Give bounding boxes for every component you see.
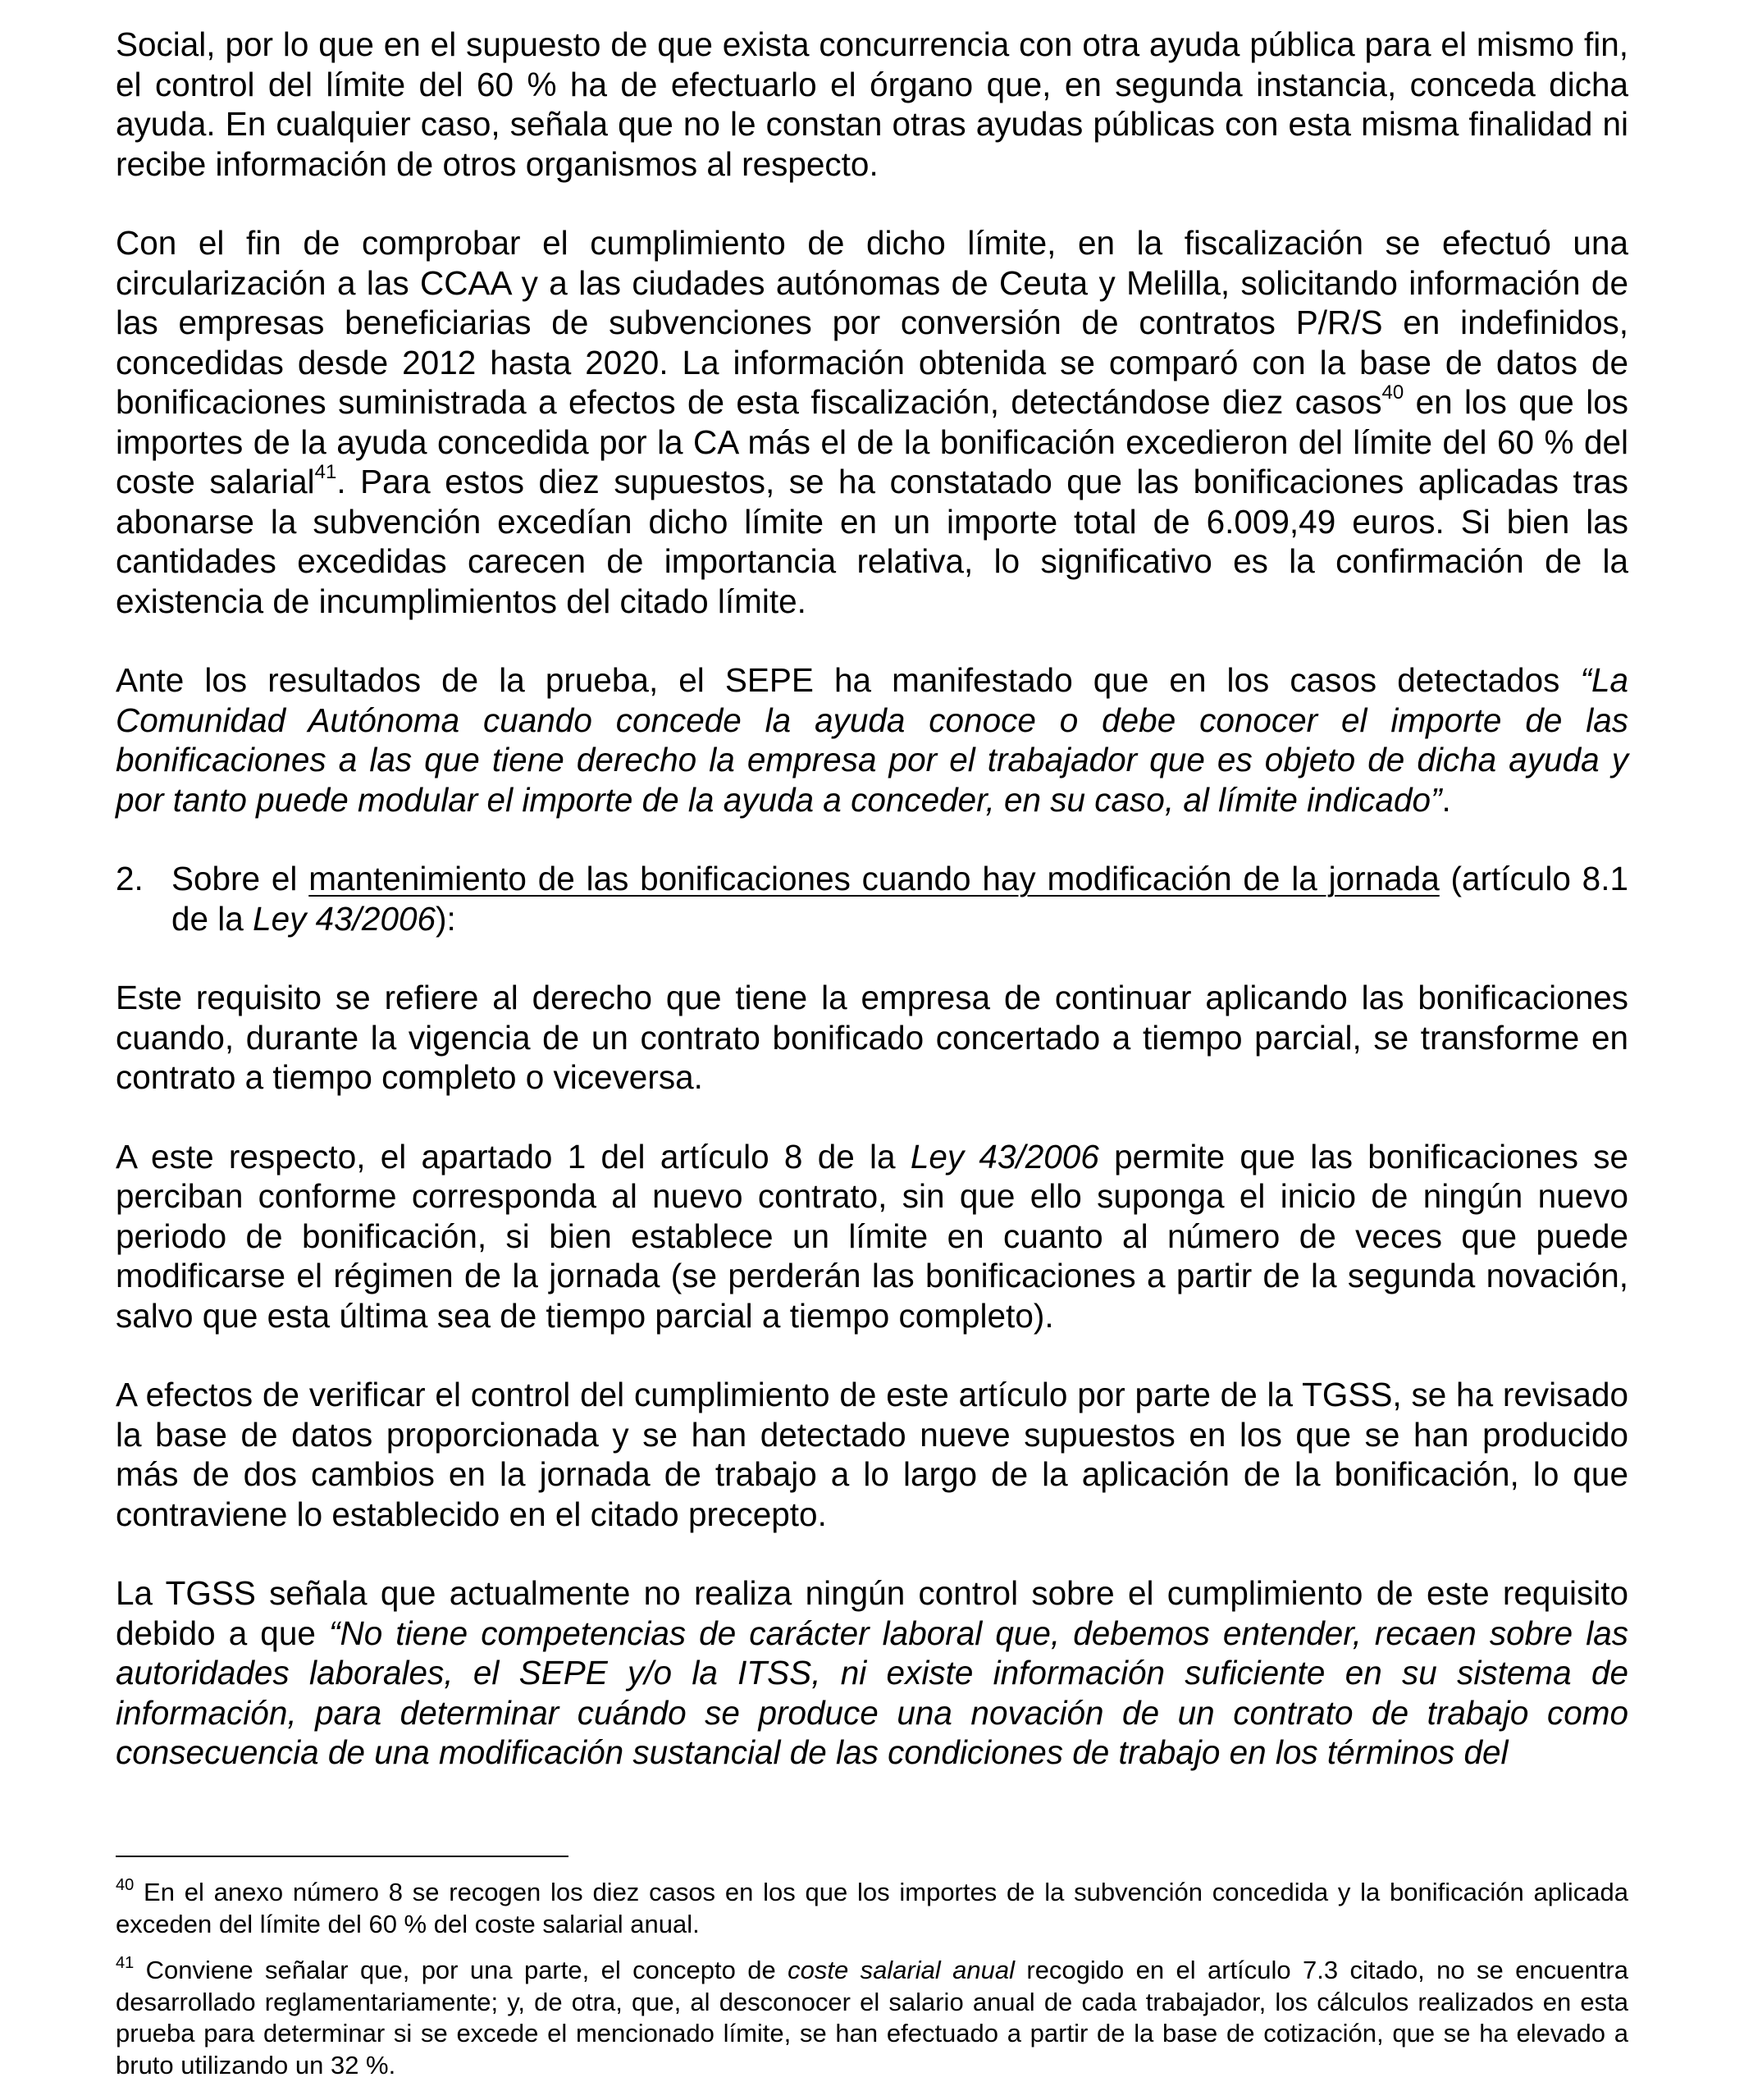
paragraph-text: Ante los resultados de la prueba, el SEPE ha manifestado que en los casos detectados	[116, 661, 1581, 699]
footnote-separator	[116, 1856, 568, 1857]
paragraph-sepe-respuesta	[116, 660, 1628, 819]
law-reference: Ley 43/2006	[910, 1137, 1099, 1176]
item-number: 2.	[116, 860, 144, 897]
paragraph-verificacion-tgss	[116, 1375, 1628, 1534]
item-text	[171, 859, 1628, 938]
item-text-part: (artículo 8.1 de la	[171, 860, 1628, 938]
footnote-ref-40[interactable]: 40	[1381, 381, 1404, 404]
footnote-text: recogido en el artículo 7.3 citado, no se encuentra desarrollado reglamentariamente; y, de otra, que, al desconocer el salario anual de cada trabajador, los cálculos realizados en esta prueba para determinar si se excede el mencionado límite, se han efectuado a partir de la base de cotización, que se ha elevado a bruto utilizando un 32 %.	[116, 1956, 1628, 2079]
item-underlined-heading: mantenimiento de las bonificaciones cuando hay modificación de la jornada	[308, 860, 1440, 897]
paragraph-tgss-respuesta	[116, 1573, 1628, 1773]
paragraph-text: . Para estos diez supuestos, se ha constatado que las bonificaciones aplicadas tras abonarse la subvención excedían dicho límite en un importe total de 6.009,49 euros. Si bien las cantidades excedidas carecen de importancia relativa, lo significativo es la confirmación de la existencia de incumplimientos del citado límite.	[116, 463, 1628, 620]
paragraph-control-limite	[116, 25, 1628, 184]
footnote-term: coste salarial anual	[788, 1956, 1015, 1984]
document-body	[116, 25, 1628, 1773]
tgss-quote: “No tiene competencias de carácter laboral que, debemos entender, recaen sobre las autoridades laborales, el SEPE y/o la ITSS, ni existe información suficiente en su sistema de información, para determinar cuándo se produce una novación de un contrato de trabajo como consecuencia de una modificación sustancial de las condiciones de trabajo en los términos del	[116, 1614, 1628, 1771]
footnote-number: 40	[116, 1875, 135, 1894]
paragraph-text: permite que las bonificaciones se perciban conforme corresponda al nuevo contrato, sin que ello suponga el inicio de ningún nuevo periodo de bonificación, si bien establece un límite en cuanto al número de veces que puede modificarse el régimen de la jornada (se perderán las bonificaciones a partir de la segunda novación, salvo que esta última sea de tiempo parcial a tiempo completo).	[116, 1137, 1629, 1335]
paragraph-circularizacion	[116, 223, 1628, 621]
footnote-number: 41	[116, 1953, 135, 1972]
paragraph-requisito	[116, 978, 1628, 1098]
paragraph-apartado-1	[116, 1137, 1628, 1336]
paragraph-text: .	[1441, 780, 1451, 819]
law-reference: Ley 43/2006	[253, 899, 436, 938]
paragraph-text: A este respecto, el apartado 1 del artículo 8 de la	[116, 1137, 911, 1176]
paragraph-text: A efectos de verificar el control del cumplimiento de este artículo por parte de la TGSS, se ha revisado la base de datos proporcionada y se han detectado nueve supuestos en los que se han producido más de dos cambios en la jornada de trabajo a lo largo de la aplicación de la bonificación, lo que contraviene lo establecido en el citado precepto.	[116, 1376, 1628, 1533]
sepe-quote: “La Comunidad Autónoma cuando concede la ayuda conoce o debe conocer el importe de las bonificaciones a las que tiene derecho la empresa por el trabajador que es objeto de dicha ayuda y por tanto puede modular el importe de la ayuda a conceder, en su caso, al límite indicado”	[116, 661, 1628, 819]
footnotes	[116, 1877, 1628, 2096]
footnote-ref-41[interactable]: 41	[314, 460, 337, 483]
footnote-text: En el anexo número 8 se recogen los diez casos en los que los importes de la subvención concedida y la bonificación aplicada exceden del límite del 60 % del coste salarial anual.	[116, 1878, 1628, 1938]
item-text-part: ):	[436, 899, 456, 938]
paragraph-text: Con el fin de comprobar el cumplimiento de dicho límite, en la fiscalización se efectuó una circularización a las CCAA y a las ciudades autónomas de Ceuta y Melilla, solicitando información de las empresas beneficiarias de subvenciones por conversión de contratos P/R/S en indefinidos, concedidas desde 2012 hasta 2020. La información obtenida se comparó con la base de datos de bonificaciones suministrada a efectos de esta fiscalización, detectándose diez casos	[116, 224, 1628, 421]
footnote-40	[116, 1877, 1628, 1940]
footnote-text: Conviene señalar que, por una parte, el concepto de	[134, 1956, 788, 1984]
paragraph-text: La TGSS señala que actualmente no realiza ningún control sobre el cumplimiento de este requisito debido a que	[116, 1574, 1628, 1652]
paragraph-text: en los que los importes de la ayuda concedida por la CA más el de la bonificación excedieron del límite del 60 % del coste salarial	[116, 383, 1628, 500]
paragraph-text: Social, por lo que en el supuesto de que exista concurrencia con otra ayuda pública para el mismo fin, el control del límite del 60 % ha de efectuarlo el órgano que, en segunda instancia, conceda dicha ayuda. En cualquier caso, señala que no le constan otras ayudas públicas con esta misma finalidad ni recibe información de otros organismos al respecto.	[116, 25, 1628, 183]
paragraph-text: Este requisito se refiere al derecho que tiene la empresa de continuar aplicando las bonificaciones cuando, durante la vigencia de un contrato bonificado concertado a tiempo parcial, se transforme en contrato a tiempo completo o viceversa.	[116, 979, 1628, 1096]
numbered-item-2	[116, 859, 1628, 938]
footnote-41	[116, 1955, 1628, 2081]
item-text-part: Sobre el	[171, 860, 309, 897]
